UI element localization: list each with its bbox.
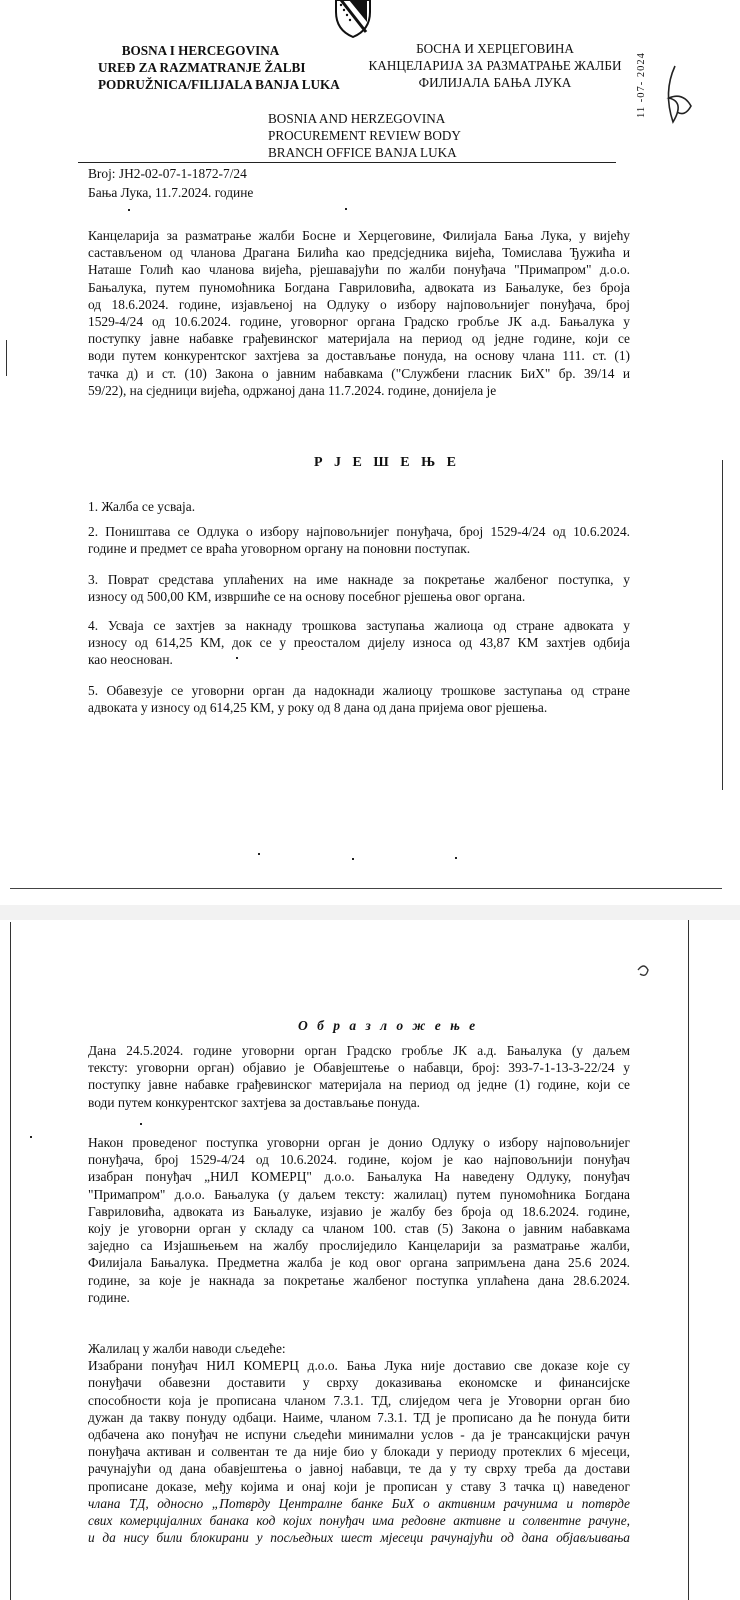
text-line: износу од 500,00 КМ, извршиће се на основу посебног рјешења овог органа. bbox=[88, 589, 526, 605]
text-line: Филијала Бањалука. Предметна жалба је код овог органа запримљена дана 25.6 2024. bbox=[88, 1255, 630, 1271]
ink-mark-icon bbox=[634, 960, 656, 982]
header-center bbox=[268, 110, 461, 161]
reasoning-paragraph-3 bbox=[88, 1340, 630, 1546]
header-left-line: PODRUŽNICA/FILIJALA BANJA LUKA bbox=[98, 77, 340, 92]
decision-item-4 bbox=[88, 617, 630, 669]
text-line: способности која је прописана чланом 7.3.1. ТД, слиједом чега је Уговорни орган био bbox=[88, 1392, 630, 1408]
reasoning-title: О б р а з л о ж е њ е bbox=[298, 1018, 479, 1033]
coat-of-arms-icon bbox=[333, 0, 373, 38]
text-line: одбачена ако понуђач не испуни сљедећи минимални услов - да је трансакцијски рачун bbox=[88, 1426, 630, 1442]
text-line: заједно са Изјашњењем на жалбу прослиједило Канцеларији за разматрање жалби, bbox=[88, 1238, 630, 1254]
decision-item-5 bbox=[88, 682, 630, 716]
text-line: Наташе Голић као чланова вијећа, рјешавајући по жалби понуђача "Примапром" д.о.о. bbox=[88, 262, 630, 278]
text-line: 3. Поврат средстава уплаћених на име накнаде за покретање жалбеног поступка, у bbox=[88, 572, 630, 587]
document-page-2 bbox=[0, 920, 740, 1600]
intro-paragraph bbox=[88, 227, 630, 399]
header-center-line: BRANCH OFFICE BANJA LUKA bbox=[268, 145, 457, 160]
text-line: тексту: уговорни орган) објавио је Обавјештење о набавци, број: 393-7-1-13-3-22/24 у bbox=[88, 1060, 630, 1076]
text-line: свих комерцијалних банака код којих понуђач има редовне активне и солвентне рачуне, bbox=[88, 1512, 630, 1528]
text-line: води путем конкурентског захтјева за достављање понуда, на основу члана 111. ст. (1) bbox=[88, 348, 630, 364]
header-left-line: UREĐ ZA RAZMATRANJE ŽALBI bbox=[98, 60, 306, 75]
text-line: године и предмет се враћа уговорном органу на поновни поступак. bbox=[88, 541, 471, 557]
text-line: износу од 614,25 КМ, док се у преосталом дијелу износа од 43,87 КМ захтјев одбија bbox=[88, 635, 630, 651]
text-line: Жалилац у жалби наводи сљедеће: bbox=[88, 1341, 286, 1356]
decision-item-3 bbox=[88, 571, 630, 605]
text-line: понуђачи обавезни доставити у сврху доказивања економске и финансијске bbox=[88, 1375, 630, 1391]
header-right bbox=[360, 40, 630, 91]
text-line: Изабрани понуђач НИЛ КОМЕРЦ д.о.о. Бања Лука није доставио све доказе које су bbox=[88, 1358, 630, 1374]
text-line: адвоката у износу од 614,25 КМ, у року од 8 дана од дана пријема овог рјешења. bbox=[88, 700, 548, 716]
header-right-line: КАНЦЕЛАРИЈА ЗА РАЗМАТРАЊЕ ЖАЛБИ bbox=[368, 58, 622, 73]
place-and-date: Бања Лука, 11.7.2024. године bbox=[88, 185, 254, 200]
text-line: Канцеларија за разматрање жалби Босне и Херцеговине, Филијала Бања Лука, у вијећу bbox=[88, 228, 630, 243]
text-line: 5. Обавезује се уговорни орган да надокнади жалиоцу трошкове заступања од стране bbox=[88, 683, 630, 698]
text-line: од 18.6.2024. године, изјављеној на Одлуку о избору најповољнијег понуђача, број bbox=[88, 296, 630, 312]
header-right-line: ФИЛИЈАЛА БАЊА ЛУКА bbox=[418, 75, 572, 90]
received-stamp-date: 11 -07- 2024 bbox=[636, 52, 647, 118]
text-line: 59/22), на сједници вијећа, одржаној дана 11.7.2024. године, донијела је bbox=[88, 382, 497, 398]
header-center-line: BOSNIA AND HERZEGOVINA bbox=[268, 111, 446, 126]
text-line: Након проведеног поступка уговорни орган је донио Одлуку о избору најповољнијег bbox=[88, 1135, 630, 1150]
text-line: Бањалука, путем пуномоћника Богдана Гавриловића, адвоката из Бањалуке, без броја bbox=[88, 279, 630, 295]
decision-title: Р Ј Е Ш Е Њ Е bbox=[314, 455, 460, 470]
header-divider bbox=[78, 162, 616, 163]
signature-icon bbox=[655, 62, 695, 132]
text-line: понуђача, број 1529-4/24 од 10.6.2024. године, којом је као најповољнији понуђач bbox=[88, 1152, 630, 1168]
text-line: коју је уговорни орган у складу са чланом 100. став (5) Закона о јавним набавкама bbox=[88, 1220, 630, 1236]
text-line: поступку јавне набавке грађевинског материјала на период од једне године, који се bbox=[88, 331, 630, 347]
header-right-line: БОСНА И ХЕРЦЕГОВИНА bbox=[416, 41, 574, 56]
text-line: 2. Поништава се Одлука о избору најповољнијег понуђача, број 1529-4/24 од 10.6.2024. bbox=[88, 524, 630, 539]
text-line: 1529-4/24 од 10.6.2024. године, уговорног органа Градско гробље ЈК а.д. Бањалука у bbox=[88, 313, 630, 329]
text-line: 4. Усваја се захтјев за накнаду трошкова заступања жалиоца од стране адвоката у bbox=[88, 618, 630, 633]
text-line: изабран понуђач „НИЛ КОМЕРЦ" д.о.о. Бањалука На наведену Одлуку, понуђач bbox=[88, 1169, 630, 1185]
text-line: рачунајући од дана обавјештења о јавној набавци, те да у ту сврху треба да достави bbox=[88, 1461, 630, 1477]
text-line: води путем конкурентског захтјева за достављање понуда. bbox=[88, 1094, 420, 1110]
text-line: понуђача активан и солвентан те да није био у блокади у периоду протеклих 6 мјесеци, bbox=[88, 1444, 630, 1460]
text-line: члана ТД, односно „Потврду Централне банке БиХ о активним рачунима и потврде bbox=[88, 1495, 630, 1511]
text-line: дужан да такву понуду одбаци. Наиме, чланом 7.3.1. ТД је прописано да ће понуда бити bbox=[88, 1409, 630, 1425]
header-left-line: BOSNA I HERCEGOVINA bbox=[121, 43, 280, 58]
text-line: 1. Жалба се усваја. bbox=[88, 499, 196, 514]
decision-item-2 bbox=[88, 523, 630, 557]
text-line: Гавриловића, адвоката из Бањалуке, изјавио је жалбу без броја од 18.6.2024. године, bbox=[88, 1203, 630, 1219]
text-line: и да нису били блокирани у посљедњих шест мјесеци рачунајући од дана објављивања bbox=[88, 1530, 630, 1546]
text-line: као неоснован. bbox=[88, 652, 173, 668]
reasoning-paragraph-1 bbox=[88, 1042, 630, 1111]
decision-item-1 bbox=[88, 498, 630, 515]
header-center-line: PROCUREMENT REVIEW BODY bbox=[268, 128, 461, 143]
header-left bbox=[98, 42, 340, 93]
text-line: састављеном од чланова Драгана Билића као предсједника вијећа, Томислава Ђужића и bbox=[88, 245, 630, 261]
text-line: тачка д) и ст. (10) Закона о јавним набавкама ("Службени гласник БиХ" бр. 39/14 и bbox=[88, 365, 630, 381]
text-line: године, за које је накнада за покретање жалбеног поступка уплаћена дана 28.6.2024. bbox=[88, 1272, 630, 1288]
reasoning-paragraph-2 bbox=[88, 1134, 630, 1306]
text-line: поступку јавне набавке грађевинског материјала на период од једне (1) године, који се bbox=[88, 1077, 630, 1093]
text-line: Дана 24.5.2024. године уговорни орган Градско гробље ЈК а.д. Бањалука (у даљем bbox=[88, 1043, 630, 1058]
text-line: прописане доказе, међу којима и онај који је прописан у ставу 3 тачка ц) наведеног bbox=[88, 1478, 630, 1494]
document-number: Broj: JH2-02-07-1-1872-7/24 bbox=[88, 166, 247, 181]
text-line: "Примапром" д.о.о. Бањалука (у даљем тексту: жалилац) путем пуномоћника Богдана bbox=[88, 1186, 630, 1202]
text-line: године. bbox=[88, 1289, 130, 1305]
